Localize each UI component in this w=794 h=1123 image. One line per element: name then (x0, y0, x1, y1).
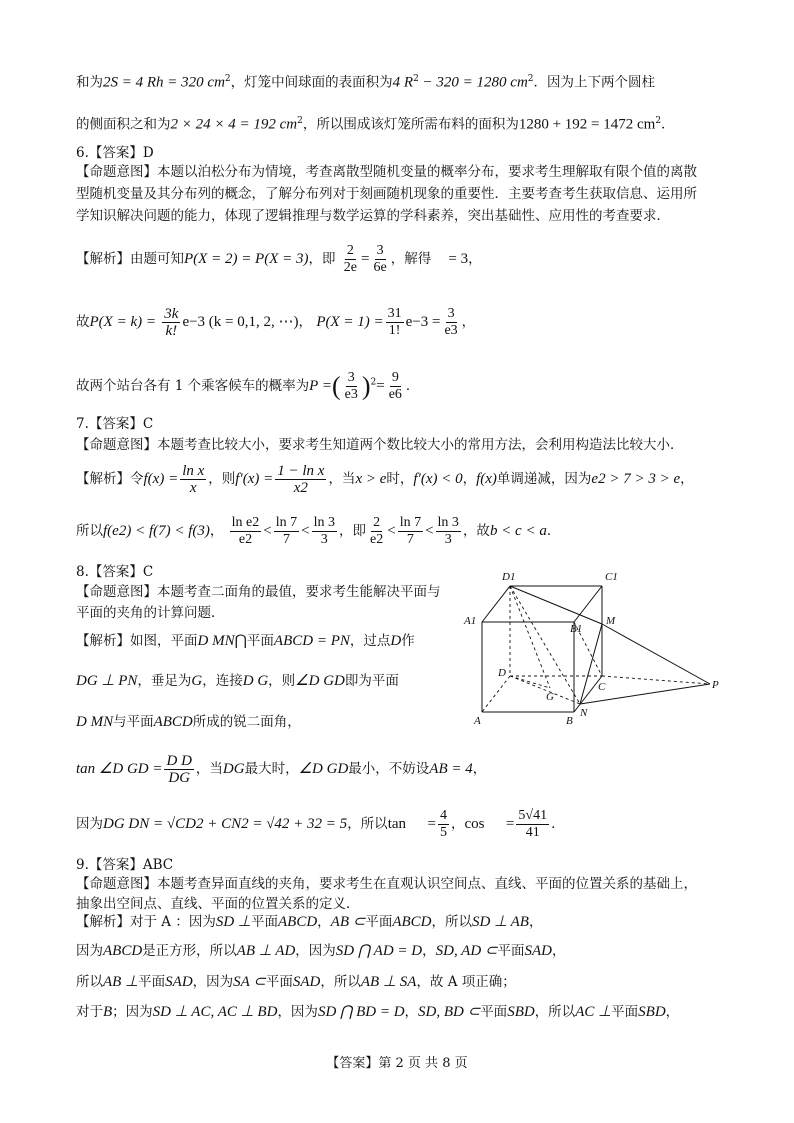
q7-solution-line: 所以f(e2) < f(7) < f(3)， $\frac{\text{ln e2}}{e2}$ < $\frac{\ln 7}{7}$ < $\frac{\ln 3}{3}$ ，即 $\frac{2}{e2}$ < $\frac{\ln 7}{7}$ < $\frac{\ln 3}{3}$ ，故b < c < a． (76, 515, 561, 547)
q8-answer-heading: 8.【答案】C (76, 564, 154, 580)
text-line: 的侧面积之和为2 × 24 × 4 = 192 $cm^2$，所以围成该灯笼所需布料的面积为1280 + 192 = 1472 $cm^2$． (76, 116, 675, 133)
label-a1: A1 (464, 615, 477, 627)
q9-intent-line: 抽象出空间点、直线、平面的位置关系的定义． (76, 896, 360, 912)
q6-solution-line: 【解析】由题可知P(X = 2) = P(X = 3)，即 $\frac{2}{2e}$ = $\frac{3}{6e}$ ，解得 = 3， (76, 243, 482, 275)
fraction: $\frac{\text{ln x}}{x}$ (182, 463, 205, 496)
q8-intent-line: 【命题意图】本题考查二面角的最值，要求考生能解决平面与 (76, 584, 441, 600)
q6-intent-line: 型随机变量及其分布列的概念，了解分布列对于刻画随机现象的重要性．主要考查考生获取信息、运用所 (76, 186, 697, 202)
label-g: G (546, 691, 554, 703)
line-d1m (510, 586, 602, 624)
q8-solution-line: 【解析】如图，平面D MN⋂平面ABCD = PN，过点D作 (76, 633, 415, 649)
fraction: $\frac{\ln 7}{7}$ (399, 515, 422, 547)
label-p: P (712, 679, 719, 691)
page-footer: 【答案】第 2 页 共 8 页 (326, 1056, 468, 1071)
fraction: $\frac{\text{ln e2}}{e2}$ (231, 515, 260, 547)
label-b1: B1 (570, 623, 583, 635)
fraction: $\frac{9}{e6}$ (388, 370, 402, 402)
fraction: $\frac{3}{e3}$ (344, 370, 358, 402)
edge-d1a1 (482, 586, 510, 622)
fraction: $\frac{2}{e2}$ (370, 515, 384, 547)
fraction: $\frac{\text{1 − ln x}}{x2}$ (277, 463, 325, 496)
q9-solution-line: 【解析】对于 A ：因为SD ⊥平面ABCD，AB ⊂平面ABCD，所以SD ⊥ AB， (76, 914, 543, 930)
edge-da (482, 676, 510, 712)
fraction: $\frac{4}{5}$ (439, 808, 447, 840)
fraction: $\frac{\ln 7}{7}$ (275, 515, 298, 547)
fraction: $\frac{\ln 3}{3}$ (437, 515, 459, 547)
fraction: $\frac{3k}{k!}$ (164, 306, 179, 339)
text-line: 和为2S = 4 Rh = 320 $cm^2$，灯笼中间球面的表面积为4 $R^2 - 320 = 1280$ $cm^2$．因为上下两个圆柱 (76, 74, 656, 91)
line-cp (602, 676, 710, 684)
edge-c1b1 (574, 586, 602, 622)
label-d1: D1 (502, 571, 516, 583)
fraction: $\frac{2}{2e}$ (343, 243, 358, 275)
q6-answer-heading: 6.【答案】D (76, 145, 154, 161)
label-m: M (606, 615, 616, 627)
q6-intent-line: 【命题意图】本题以泊松分布为情境，考查离散型随机变量的概率分布，要求考生理解取有限个值的离散 (76, 164, 697, 180)
label-n: N (580, 707, 588, 719)
label-c: C (598, 681, 606, 693)
q7-answer-heading: 7.【答案】C (76, 416, 154, 432)
label-b: B (566, 715, 573, 726)
q6-solution-line: 故P(X = k) = $\frac{3k}{k!}$ e−3 (k = 0,1, 2, ⋯)， P(X = 1) = $\frac{31}{1!}$ e−3 = $\frac{3}{e3}$ ， (76, 306, 476, 339)
q8-solution-line: DG ⊥ PN，垂足为G，连接D G，则∠D GD即为平面 (76, 673, 399, 689)
q8-intent-line: 平面的夹角的计算问题． (76, 605, 225, 621)
cube-figure (462, 566, 732, 726)
fraction: $\frac{31}{1!}$ (387, 306, 402, 338)
q6-solution-line: 故两个站台各有 1 个乘客候车的概率为P =( $\frac{3}{e3}$ )$^2$= $\frac{9}{e6}$ ． (76, 370, 420, 402)
line-d1g (510, 586, 550, 688)
q8-solution-line: D MN与平面ABCD所成的锐二面角， (76, 714, 301, 730)
label-a: A (474, 715, 481, 726)
q9-solution-line: 对于B；因为SD ⊥ AC, AC ⊥ BD，因为SD ⋂ BD = D，SD, BD ⊂平面SBD，所以AC ⊥平面SBD， (76, 1004, 680, 1020)
q6-intent-line: 学知识解决问题的能力，体现了逻辑推理与数学运算的学科素养，突出基础性、应用性的考查要求． (76, 208, 670, 224)
q7-solution-line: 【解析】令f(x) = $\frac{\text{ln x}}{x}$ ，则f′(x) = $\frac{\text{1 − ln x}}{x2}$ ，当x > e时，f′(x) < 0，f(x)单调递减，因为e2 > 7 > 3 > e， (76, 463, 694, 496)
q9-answer-heading: 9.【答案】ABC (76, 857, 174, 873)
fraction: $\frac{3}{e3}$ (444, 306, 458, 338)
q9-solution-line: 所以AB ⊥平面SAD，因为SA ⊂平面SAD，所以AB ⊥ SA，故 A 项正确； (76, 974, 516, 990)
q7-intent-line: 【命题意图】本题考查比较大小，要求考生知道两个数比较大小的常用方法，会利用构造法比较大小． (76, 437, 684, 453)
line-dg (510, 676, 550, 688)
line-dn (510, 676, 580, 704)
fraction: $\frac{\ln 3}{3}$ (313, 515, 335, 547)
q8-solution-line: tan ∠D GD = $\frac{\text{D D}}{DG}$ ，当DG最大时，∠D GD最小，不妨设AB = 4， (76, 753, 487, 786)
fraction: $\frac{5√41}{41}$ (518, 808, 548, 840)
q8-solution-line: 因为DG DN = √CD2 + CN2 = √42 + 32 = 5，所以tan = $\frac{4}{5}$ ，cos = $\frac{5√41}{41}$ ． (76, 808, 565, 840)
q9-intent-line: 【命题意图】本题考查异面直线的夹角，要求考生在直观认识空间点、直线、平面的位置关系的基础上， (76, 876, 697, 892)
q9-solution-line: 因为ABCD是正方形，所以AB ⊥ AD，因为SD ⋂ AD = D，SD, AD ⊂平面SAD， (76, 943, 566, 959)
label-d: D (498, 667, 506, 679)
fraction: $\frac{3}{6e}$ (373, 243, 387, 275)
fraction: $\frac{\text{D D}}{DG}$ (166, 753, 192, 786)
label-c1: C1 (605, 571, 618, 583)
line-mp (602, 624, 710, 684)
